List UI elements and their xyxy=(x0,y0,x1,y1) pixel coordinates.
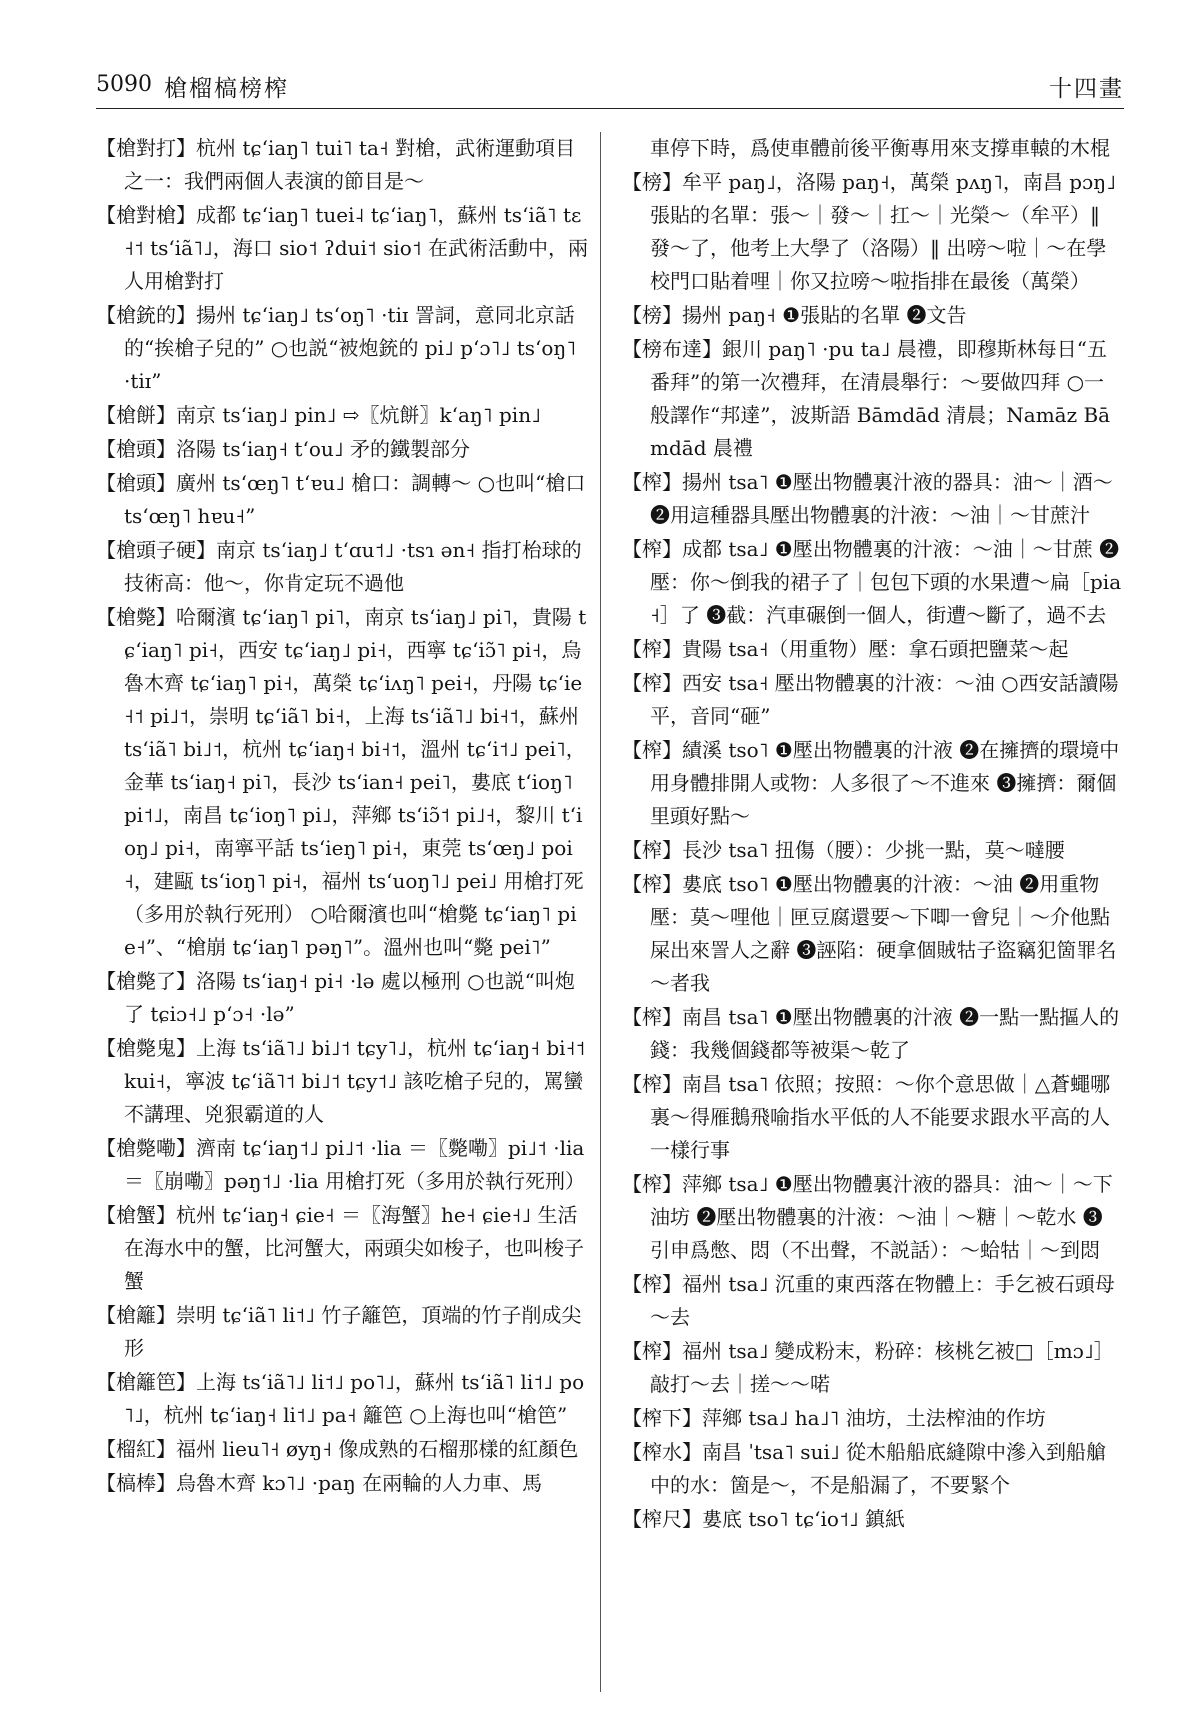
entry-definition: 車停下時，爲使車體前後平衡專用來支撐車轅的木棍 xyxy=(650,136,1110,160)
header-rule xyxy=(96,108,1124,109)
entry-headword: 【榨下】 xyxy=(622,1406,702,1430)
entry-definition: 萍鄉 tsa˩ ❶壓出物體裏汁液的器具：油～｜～下油坊 ❷壓出物體裏的汁液：～油｜～糖｜～乾水 ❸引申爲憋、悶（不出聲，不説話）：～蛤牯｜～到悶 xyxy=(650,1172,1113,1262)
dictionary-entry xyxy=(622,132,1122,165)
dictionary-entry xyxy=(622,667,1122,733)
dictionary-entry xyxy=(96,1199,588,1298)
dictionary-entry xyxy=(96,433,588,466)
entry-headword: 【榨尺】 xyxy=(622,1507,702,1531)
dictionary-entry xyxy=(622,633,1122,666)
entry-definition: 成都 tsa˩ ❶壓出物體裏的汁液：～油｜～甘蔗 ❷壓：你～倒我的裙子了｜包包下頭的水果遭～扁［pia˧］了 ❸截：汽車碾倒一個人，街遭～斷了，過不去 xyxy=(650,537,1122,627)
entry-definition: 福州 tsa˩ 變成粉末，粉碎：核桃乞被□［mɔ˩］敲打～去｜搓～～喏 xyxy=(650,1339,1114,1396)
entry-definition: 貴陽 tsa˧（用重物）壓：拿石頭把鹽菜～起 xyxy=(682,637,1069,661)
dictionary-entry xyxy=(622,1335,1122,1401)
entry-headword: 【榨】 xyxy=(622,1072,682,1096)
entry-definition: 揚州 paŋ˧ ❶張貼的名單 ❷文告 xyxy=(682,303,967,327)
header-characters: 槍榴槁榜榨 xyxy=(164,76,289,102)
entry-definition: 南昌 ˈtsa˥ sui˩ 從木船船底縫隙中滲入到船艙中的水：箇是～，不是船漏了，不要緊个 xyxy=(650,1440,1107,1497)
dictionary-entry xyxy=(96,1299,588,1365)
dictionary-entry xyxy=(622,1268,1122,1334)
entry-definition: 烏魯木齊 kɔ˥˩ ·paŋ 在兩輪的人力車、馬 xyxy=(176,1471,543,1495)
entry-headword: 【榜】 xyxy=(622,303,682,327)
entry-headword: 【榜布達】 xyxy=(622,337,722,361)
entry-definition: 揚州 tsa˥ ❶壓出物體裏汁液的器具：油～｜酒～ ❷用這種器具壓出物體裏的汁液：～油｜～甘蔗汁 xyxy=(650,470,1113,527)
dictionary-entry xyxy=(622,333,1122,465)
entry-definition: 杭州 tɕʻiaŋ˧ ɕie˧ ＝〖海蟹〗he˧ ɕie˧˩ 生活在海水中的蟹，比河蟹大，兩頭尖如梭子，也叫梭子蟹 xyxy=(124,1203,584,1293)
entry-headword: 【榨】 xyxy=(622,1339,682,1363)
dictionary-entry xyxy=(622,1168,1122,1267)
entry-headword: 【槍對槍】 xyxy=(96,203,196,227)
entry-definition: 福州 tsa˩ 沉重的東西落在物體上：手乞被石頭母～去 xyxy=(650,1272,1115,1329)
entry-definition: 南昌 tsa˥ 依照；按照：～你个意思做｜△蒼蠅哪裏～得雁鵝飛喻指水平低的人不能要求跟水平高的人一樣行事 xyxy=(650,1072,1111,1162)
entry-definition: 婁底 tso˥ tɕʻio˦˩ 鎮紙 xyxy=(702,1507,906,1531)
entry-definition: 萍鄉 tsa˩ ha˩˥ 油坊，土法榨油的作坊 xyxy=(702,1406,1046,1430)
entry-definition: 洛陽 tsʻiaŋ˧ tʻou˩ 矛的鐵製部分 xyxy=(176,437,470,461)
entry-headword: 【槍斃了】 xyxy=(96,969,196,993)
entry-definition: 南昌 tsa˥ ❶壓出物體裏的汁液 ❷一點一點摳人的錢：我幾個錢都等被渠～乾了 xyxy=(650,1005,1120,1062)
entry-definition: 成都 tɕʻiaŋ˥ tuei˨ tɕʻiaŋ˥，蘇州 tsʻiã˥ tɛ˧˦ tsʻiã˥˩，海口 sio˦ ʔdui˦ sio˦ 在武術活動中，兩人用槍對打 xyxy=(124,203,588,293)
dictionary-entry xyxy=(96,299,588,398)
left-column xyxy=(96,132,588,1702)
dictionary-entry xyxy=(622,466,1122,532)
entry-headword: 【榨】 xyxy=(622,470,682,494)
dictionary-entry xyxy=(622,1503,1122,1536)
dictionary-entry xyxy=(96,1467,588,1500)
entry-headword: 【榨】 xyxy=(622,637,682,661)
dictionary-entry xyxy=(96,132,588,198)
entry-definition: 洛陽 tsʻiaŋ˧ pi˧ ·lə 處以極刑 ○也説“叫炮了 tɕiɔ˧˩ pʻɔ˧ ·lə” xyxy=(124,969,575,1026)
entry-definition: 長沙 tsa˥ 扭傷（腰）：少挑一點，莫～噠腰 xyxy=(682,838,1065,862)
entry-definition: 南京 tsʻiaŋ˩ pin˩ ⇨〖炕餅〗kʻaŋ˥ pin˩ xyxy=(176,403,541,427)
entry-definition: 哈爾濱 tɕʻiaŋ˥ pi˥，南京 tsʻiaŋ˩ pi˥，貴陽 tɕʻiaŋ˥ pi˧，西安 tɕʻiaŋ˩ pi˧，西寧 tɕʻiɔ̃˥ pi˧，烏魯木齊 tɕʻiaŋ˥ pi˧，萬榮 tɕʻiʌŋ˥ pei˧，丹陽 tɕʻie˧˦ pi˩˦，崇明 tɕʻiã˥ bi˧，上海 tsʻiã˥˩ bi˧˦，蘇州 tsʻiã˥ bi˩˦，杭州 tɕʻiaŋ˧ bi˧˦，溫州 tɕʻi˦˩ pei˥，金華 tsʻiaŋ˧ pi˥，長沙 tsʻian˧ pei˥，婁底 tʻioŋ˥ pi˦˩，南昌 tɕʻioŋ˥ pi˩，萍鄉 tsʻiɔ̃˦ pi˩˧，黎川 tʻioŋ˩ pi˧，南寧平話 tsʻieŋ˥ pi˧，東莞 tsʻœŋ˩ poi˧，建甌 tsʻioŋ˥ pi˧，福州 tsʻuoŋ˥˩ pei˩ 用槍打死（多用於執行死刑） ○哈爾濱也叫“槍斃 tɕʻiaŋ˥ pie˧”、“槍崩 tɕʻiaŋ˥ pəŋ˥”。溫州也叫“斃 pei˥” xyxy=(124,605,587,959)
right-column xyxy=(622,132,1122,1702)
entry-definition: 揚州 tɕʻiaŋ˩ tsʻoŋ˥ ·tiɪ 詈詞，意同北京話的“挨槍子兒的” ○也説“被炮銃的 pi˩ pʻɔ˥˩ tsʻoŋ˥ ·tiɪ” xyxy=(124,303,577,393)
entry-definition: 婁底 tso˥ ❶壓出物體裏的汁液：～油 ❷用重物壓：莫～哩他｜匣豆腐還要～下唧一會兒｜～介他點屎出來詈人之辭 ❸誣陷：硬拿個賊牯子盜竊犯箇罪名～者我 xyxy=(650,872,1117,995)
entry-headword: 【榜】 xyxy=(622,170,682,194)
entry-headword: 【槍餅】 xyxy=(96,403,176,427)
entry-headword: 【槍斃】 xyxy=(96,605,176,629)
entry-definition: 銀川 paŋ˥ ·pu ta˩ 晨禮，即穆斯林每日“五番拜”的第一次禮拜，在清晨舉行：～要做四拜 ○一般譯作“邦達”，波斯語 Bāmdād 清晨；Namāz Bāmdād 晨禮 xyxy=(650,337,1111,460)
entry-definition: 福州 lieu˥˧ øyŋ˧ 像成熟的石榴那樣的紅顏色 xyxy=(176,1437,579,1461)
dictionary-entry xyxy=(96,601,588,964)
dictionary-entry xyxy=(96,965,588,1031)
entry-headword: 【槍斃嘞】 xyxy=(96,1136,196,1160)
entry-headword: 【榨】 xyxy=(622,1272,682,1296)
entry-headword: 【榨水】 xyxy=(622,1440,702,1464)
entry-headword: 【榨】 xyxy=(622,838,682,862)
entry-definition: 上海 tsʻiã˥˩ bi˩˦ tɕy˥˩，杭州 tɕʻiaŋ˧ bi˧˦ kui˧，寧波 tɕʻiã˥˦ bi˩˦ tɕy˦˩ 該吃槍子兒的，罵蠻不講理、兇狠霸道的人 xyxy=(124,1036,586,1126)
dictionary-entry xyxy=(96,1433,588,1466)
stroke-section: 十四畫 xyxy=(1049,76,1124,102)
dictionary-entry xyxy=(622,533,1122,632)
entry-definition: 崇明 tɕʻiã˥ li˦˩ 竹子籬笆，頂端的竹子削成尖形 xyxy=(124,1303,582,1360)
entry-headword: 【榨】 xyxy=(622,1005,682,1029)
entry-headword: 【榴紅】 xyxy=(96,1437,176,1461)
dictionary-entry xyxy=(622,734,1122,833)
entry-definition: 濟南 tɕʻiaŋ˦˩ pi˩˦ ·lia ＝〖斃嘞〗pi˩˦ ·lia ＝〖崩嘞〗pəŋ˦˩ ·lia 用槍打死（多用於執行死刑） xyxy=(124,1136,586,1193)
page-number: 5090 xyxy=(96,72,152,97)
entry-headword: 【槍籬笆】 xyxy=(96,1370,196,1394)
dictionary-entry xyxy=(96,399,588,432)
entry-headword: 【榨】 xyxy=(622,738,682,762)
entry-definition: 南京 tsʻiaŋ˩ tʻɑu˦˩ ·tsɿ ən˧ 指打枱球的技術高：他～，你肯定玩不過他 xyxy=(124,538,582,595)
dictionary-entry xyxy=(622,834,1122,867)
entry-headword: 【榨】 xyxy=(622,537,682,561)
dictionary-entry xyxy=(96,199,588,298)
entry-headword: 【槁棒】 xyxy=(96,1471,176,1495)
entry-headword: 【槍頭】 xyxy=(96,471,176,495)
dictionary-entry xyxy=(96,1366,588,1432)
entry-headword: 【槍斃鬼】 xyxy=(96,1036,196,1060)
entry-definition: 廣州 tsʻœŋ˥ tʻɐu˩ 槍口：調轉～ ○也叫“槍口 tsʻœŋ˥ hɐu˧” xyxy=(124,471,586,528)
dictionary-entry xyxy=(96,467,588,533)
entry-headword: 【槍蟹】 xyxy=(96,1203,176,1227)
entry-definition: 牟平 paŋ˩，洛陽 paŋ˧，萬榮 pʌŋ˥，南昌 pɔŋ˩ 張貼的名單：張～｜發～｜扛～｜光榮～（牟平）‖ 發～了，他考上大學了（洛陽）‖ 出嗙～啦｜～在學校門口貼着哩｜你又拉嗙～啦指排在最後（萬榮） xyxy=(650,170,1116,293)
entry-headword: 【榨】 xyxy=(622,1172,682,1196)
entry-headword: 【榨】 xyxy=(622,872,682,896)
page-header xyxy=(96,66,1124,106)
entry-headword: 【槍銃的】 xyxy=(96,303,196,327)
entry-definition: 西安 tsa˧ 壓出物體裏的汁液：～油 ○西安話讀陽平，音同“砸” xyxy=(650,671,1119,728)
entry-headword: 【榨】 xyxy=(622,671,682,695)
dictionary-entry xyxy=(622,166,1122,298)
dictionary-entry xyxy=(96,1032,588,1131)
dictionary-entry xyxy=(622,1001,1122,1067)
dictionary-entry xyxy=(622,1436,1122,1502)
entry-definition: 績溪 tso˥ ❶壓出物體裏的汁液 ❷在擁擠的環境中用身體排開人或物：人多很了～不進來 ❸擁擠：爾個里頭好點～ xyxy=(650,738,1120,828)
dictionary-entry xyxy=(622,1402,1122,1435)
dictionary-entry xyxy=(622,1068,1122,1167)
entry-headword: 【槍籬】 xyxy=(96,1303,176,1327)
dictionary-entry xyxy=(96,1132,588,1198)
entry-definition: 上海 tsʻiã˥˩ li˦˩ po˥˩，蘇州 tsʻiã˥ li˦˩ po˥˩，杭州 tɕʻiaŋ˧ li˦˩ pa˧ 籬笆 ○上海也叫“槍笆” xyxy=(124,1370,585,1427)
dictionary-entry xyxy=(622,299,1122,332)
dictionary-entry xyxy=(96,534,588,600)
dictionary-entry xyxy=(622,868,1122,1000)
entry-definition: 杭州 tɕʻiaŋ˥ tui˥ ta˧ 對槍，武術運動項目之一：我們兩個人表演的節目是～ xyxy=(124,136,576,193)
entry-headword: 【槍對打】 xyxy=(96,136,196,160)
entry-headword: 【槍頭子硬】 xyxy=(96,538,216,562)
column-divider xyxy=(600,132,601,1692)
entry-headword: 【槍頭】 xyxy=(96,437,176,461)
